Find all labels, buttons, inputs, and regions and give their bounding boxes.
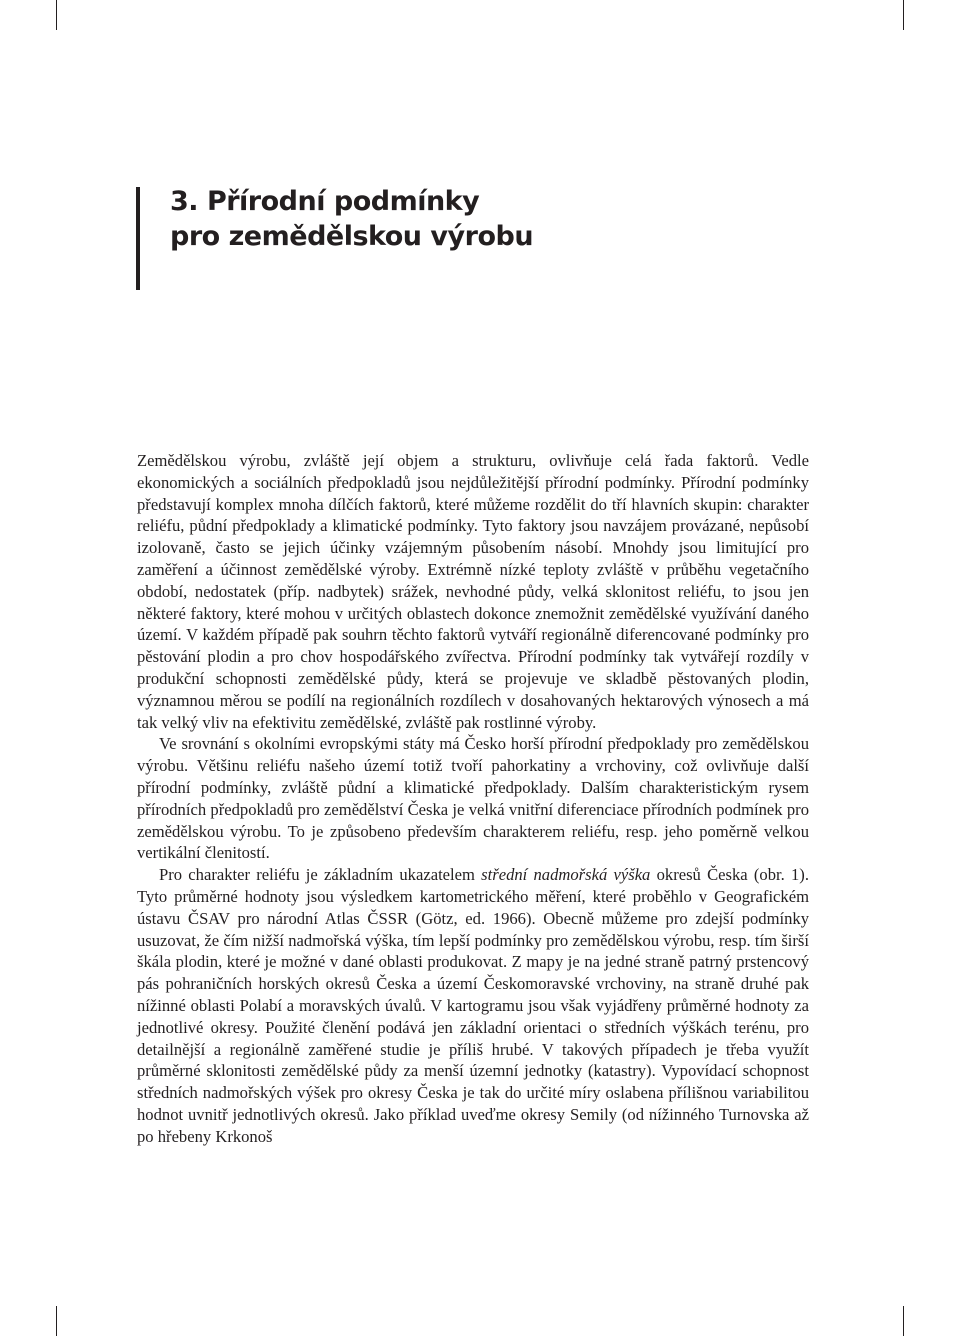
crop-mark-top-right [903, 0, 904, 30]
paragraph-3-text-after: okresů Česka (obr. 1). Tyto průměrné hodnoty jsou výsledkem kartometrického měření, které proběhlo v Geografickém ústavu ČSAV pro národní Atlas ČSSR (Götz, ed. 1966). Obecně můžeme pro zdejší podmínky usuzovat, že čím nižší nadmořská výška, tím lepší podmínky pro zemědělskou výrobu, resp. tím širší škála plodin, které je možné v dané oblasti produkovat. Z mapy je na jedné straně patrný prstencový pás pohraničních horských okresů Česka a území Českomoravské vrchoviny, na straně druhé pak nížinné oblasti Polabí a moravských úvalů. V kartogramu jsou však vyjádřeny průměrné hodnoty za jednotlivé okresy. Použité členění podává jen základní orientaci o středních výškách terénu, pro detailnější a regionálně zaměřené studie je příliš hrubé. V takových případech je třeba využít průměrné sklonitosti zemědělské půdy za menší územní jednotky (katastry). Vypovídací schopnost středních nadmořských výšek pro okresy Česka je tak do určité míry oslabena přílišnou variabilitou hodnot uvnitř jednotlivých okresů. Jako příklad uveďme okresy Semily (od nížinného Turnovska až po hřebeny Krkonoš [137, 865, 809, 1146]
paragraph-3-italic-term: střední nadmořská výška [481, 865, 651, 885]
paragraph-3-text-before: Pro charakter reliéfu je základním ukazatelem [159, 865, 482, 885]
chapter-title [170, 184, 810, 254]
chapter-title-line-1: 3. Přírodní podmínky [170, 186, 480, 217]
crop-mark-bottom-right [903, 1306, 904, 1336]
body-text [137, 450, 809, 1148]
crop-mark-bottom-left [56, 1306, 57, 1336]
chapter-title-line-2: pro zemědělskou výrobu [170, 221, 534, 252]
crop-mark-top-left [56, 0, 57, 30]
paragraph-1: Zemědělskou výrobu, zvláště její objem a strukturu, ovlivňuje celá řada faktorů. Vedle ekonomických a sociálních předpokladů jsou nejdůležitější přírodní podmínky. Přírodní podmínky představují komplex mnoha dílčích faktorů, které můžeme rozdělit do tří hlavních skupin: charakter reliéfu, půdní předpoklady a klimatické podmínky. Tyto faktory jsou navzájem provázané, nepůsobí izolovaně, často se jejich účinky vzájemným působením násobí. Mnohdy jsou limitující pro zaměření a účinnost zemědělské výroby. Extrémně nízké teploty zvláště v průběhu vegetačního období, nedostatek (příp. nadbytek) srážek, nevhodné půdy, velká sklonitost reliéfu, to jsou jen některé faktory, které mohou v určitých oblastech dokonce znemožnit zemědělské využívání daného území. V každém případě pak souhrn těchto faktorů vytváří regionálně diferencované podmínky pro pěstování plodin a pro chov hospodářského zvířectva. Přírodní podmínky tak vytvářejí rozdíly v produkční schopnosti zemědělské půdy, která se projevuje ve skladbě pěstovaných plodin, významnou měrou se podílí na regionálních rozdílech v dosahovaných hektarových výnosech a má tak velký vliv na efektivitu zemědělské, zvláště pak rostlinné výroby. [137, 451, 809, 732]
chapter-heading-bar [136, 187, 140, 290]
paragraph-3 [137, 864, 809, 1147]
paragraph-2: Ve srovnání s okolními evropskými státy má Česko horší přírodní předpoklady pro zemědělskou výrobu. Většinu reliéfu našeho území totiž tvoří pahorkatiny a vrchoviny, což ovlivňuje další přírodní podmínky, zvláště půdní a klimatické předpoklady. Dalším charakteristickým rysem přírodních předpokladů pro zemědělství Česka je velká vnitřní diferenciace přírodních podmínek pro zemědělskou výrobu. To je způsobeno především charakterem reliéfu, resp. jeho poměrně velkou vertikální členitostí. [137, 734, 809, 863]
